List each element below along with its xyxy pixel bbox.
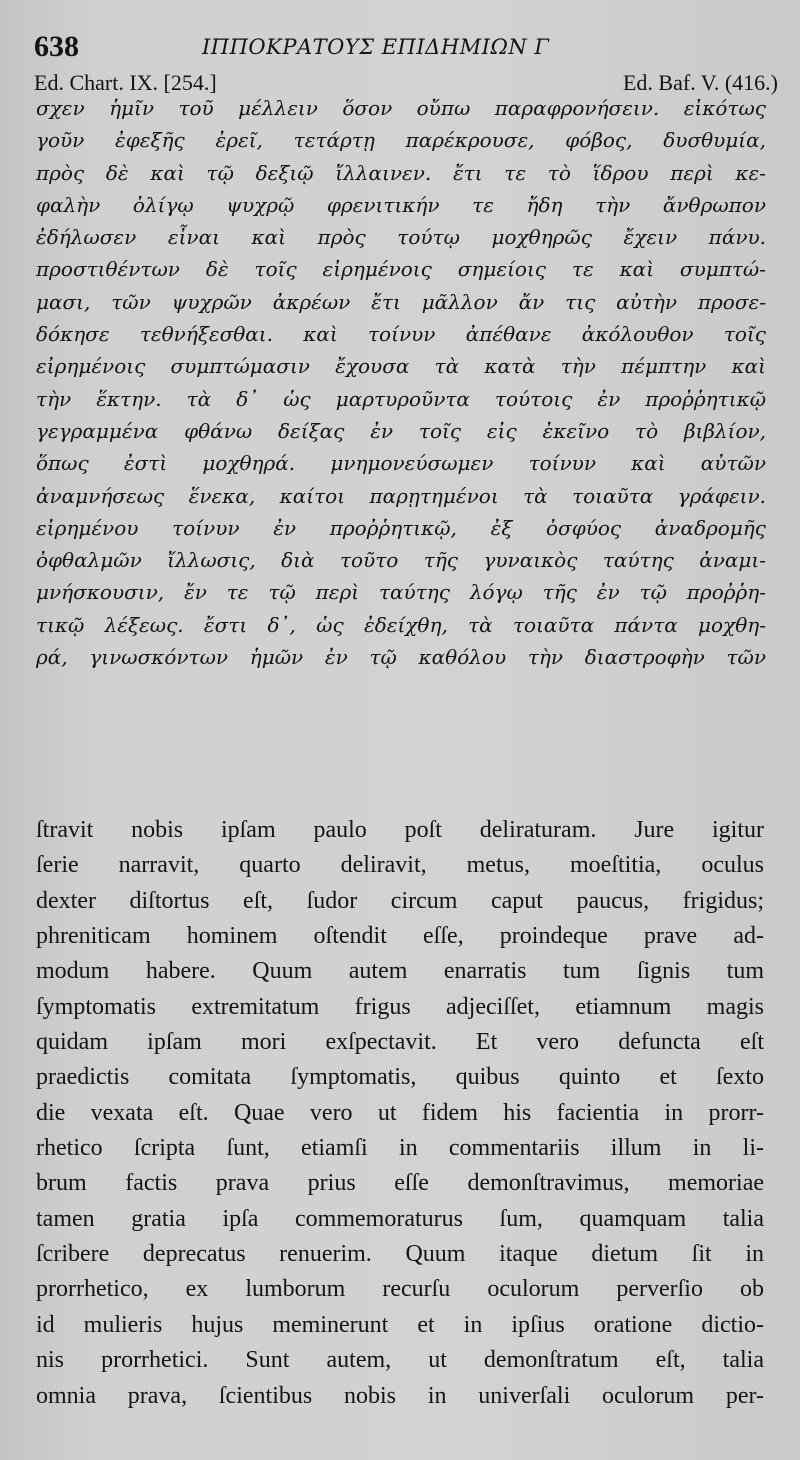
latin-text-line: tamen gratia ipſa commemoraturus ſum, quamquam talia — [36, 1205, 764, 1232]
greek-text-line: γεγραμμένα φθάνω δείξας ἐν τοῖς εἰς ἐκεῖνο τὸ βιβλίον, — [36, 418, 766, 443]
greek-text-line: σχεν ἡμῖν τοῦ μέλλειν ὅσον οὔπω παραφρονήσειν. εἰκότως — [36, 96, 766, 120]
latin-text-line: die vexata eſt. Quae vero ut fidem his facientia in prorr- — [36, 1099, 764, 1126]
greek-text-line: ὀφθαλμῶν ἴλλωσις, διὰ τοῦτο τῆς γυναικὸς ταύτης ἀναμι- — [36, 548, 766, 573]
edition-chartier-reference: Ed. Chart. IX. [254.] — [34, 70, 217, 95]
latin-text-line: phreniticam hominem oſtendit eſſe, proindeque prave ad- — [36, 923, 764, 950]
latin-text-line: nis prorrhetici. Sunt autem, ut demonſtratum eſt, talia — [36, 1347, 764, 1374]
latin-text-line: rhetico ſcripta ſunt, etiamſi in commentariis illum in li- — [36, 1135, 764, 1162]
latin-text-line: id mulieris hujus meminerunt et in ipſius oratione dictio- — [36, 1311, 764, 1338]
latin-text-line: omnia prava, ſcientibus nobis in univerſali oculorum per- — [36, 1382, 764, 1409]
latin-text-line: dexter diſtortus eſt, ſudor circum caput paucus, frigidus; — [36, 887, 764, 914]
greek-text-line: τὴν ἕκτην. τὰ δ᾿ ὡς μαρτυροῦντα τούτοις ἐν προῤῥητικῷ — [36, 386, 766, 411]
greek-text-line: πρὸς δὲ καὶ τῷ δεξιῷ ἴλλαινεν. ἔτι τε τὸ ἵδρου περὶ κε- — [36, 160, 766, 185]
latin-text-line: modum habere. Quum autem enarratis tum ſignis tum — [36, 958, 764, 985]
greek-text-line: προστιθέντων δὲ τοῖς εἰρημένοις σημείοις τε καὶ συμπτώ- — [36, 257, 766, 282]
greek-text-block — [36, 92, 766, 673]
latin-text-line: quidam ipſam mori exſpectavit. Et vero defuncta eſt — [36, 1029, 764, 1056]
latin-text-line: ſerie narravit, quarto deliravit, metus, moeſtitia, oculus — [36, 852, 764, 879]
greek-text-line: ὅπως ἐστὶ μοχθηρά. μνημονεύσωμεν τοίνυν καὶ αὐτῶν — [36, 451, 766, 476]
latin-text-line: brum factis prava prius eſſe demonſtravimus, memoriae — [36, 1170, 764, 1197]
running-head — [34, 30, 764, 70]
latin-text-line: ſcribere deprecatus renuerim. Quum itaque dietum ſit in — [36, 1241, 764, 1268]
greek-text-line: εἰρημένοις συμπτώμασιν ἔχουσα τὰ κατὰ τὴν πέμπτην καὶ — [36, 354, 766, 379]
greek-text-line: τικῷ λέξεως. ἔστι δ᾿, ὡς ἐδείχθη, τὰ τοιαῦτα πάντα μοχθη- — [36, 612, 766, 637]
edition-basel-reference: Ed. Baf. V. (416.) — [622, 70, 778, 95]
running-title: ΙΠΠΟΚΡΑΤΟΥΣ ΕΠΙΔΗΜΙΩΝ Γ — [202, 35, 550, 59]
latin-text-line: ſtravit nobis ipſam paulo poſt deliraturam. Jure igitur — [36, 817, 764, 843]
greek-text-line: γοῦν ἐφεξῆς ἐρεῖ, τετάρτῃ παρέκρουσε, φόβος, δυσθυμία, — [36, 128, 766, 153]
greek-text-line: ἀναμνήσεως ἕνεκα, καίτοι παρῃτημένοι τὰ τοιαῦτα γράφειν. — [36, 483, 766, 508]
latin-text-line: ſymptomatis extremitatum frigus adjeciſſet, etiamnum magis — [36, 993, 764, 1020]
greek-text-line: ἐδήλωσεν εἶναι καὶ πρὸς τούτῳ μοχθηρῶς ἔχειν πάνυ. — [36, 225, 766, 250]
latin-text-line: prorrhetico, ex lumborum recurſu oculorum perverſio ob — [36, 1276, 764, 1303]
greek-text-line: ρά, γινωσκόντων ἡμῶν ἐν τῷ καθόλου τὴν διαστροφὴν τῶν — [36, 645, 766, 670]
greek-text-line: μασι, τῶν ψυχρῶν ἀκρέων ἔτι μᾶλλον ἄν τις αὐτὴν προσε- — [36, 289, 766, 314]
page-number: 638 — [34, 30, 79, 63]
greek-text-line: φαλὴν ὀλίγῳ ψυχρῷ φρενιτικήν τε ἤδη τὴν ἄνθρωπον — [36, 192, 766, 217]
greek-text-line: δόκησε τεθνήξεσθαι. καὶ τοίνυν ἀπέθανε ἀκόλουθον τοῖς — [36, 322, 766, 347]
greek-text-line: μνήσκουσιν, ἔν τε τῷ περὶ ταύτης λόγῳ τῆς ἐν τῷ προῤῥη- — [36, 580, 766, 605]
greek-text-line: εἰρημένου τοίνυν ἐν προῤῥητικῷ, ἐξ ὀσφύος ἀναδρομῆς — [36, 515, 766, 540]
latin-text-block — [36, 813, 764, 1414]
latin-text-line: praedictis comitata ſymptomatis, quibus quinto et ſexto — [36, 1064, 764, 1091]
